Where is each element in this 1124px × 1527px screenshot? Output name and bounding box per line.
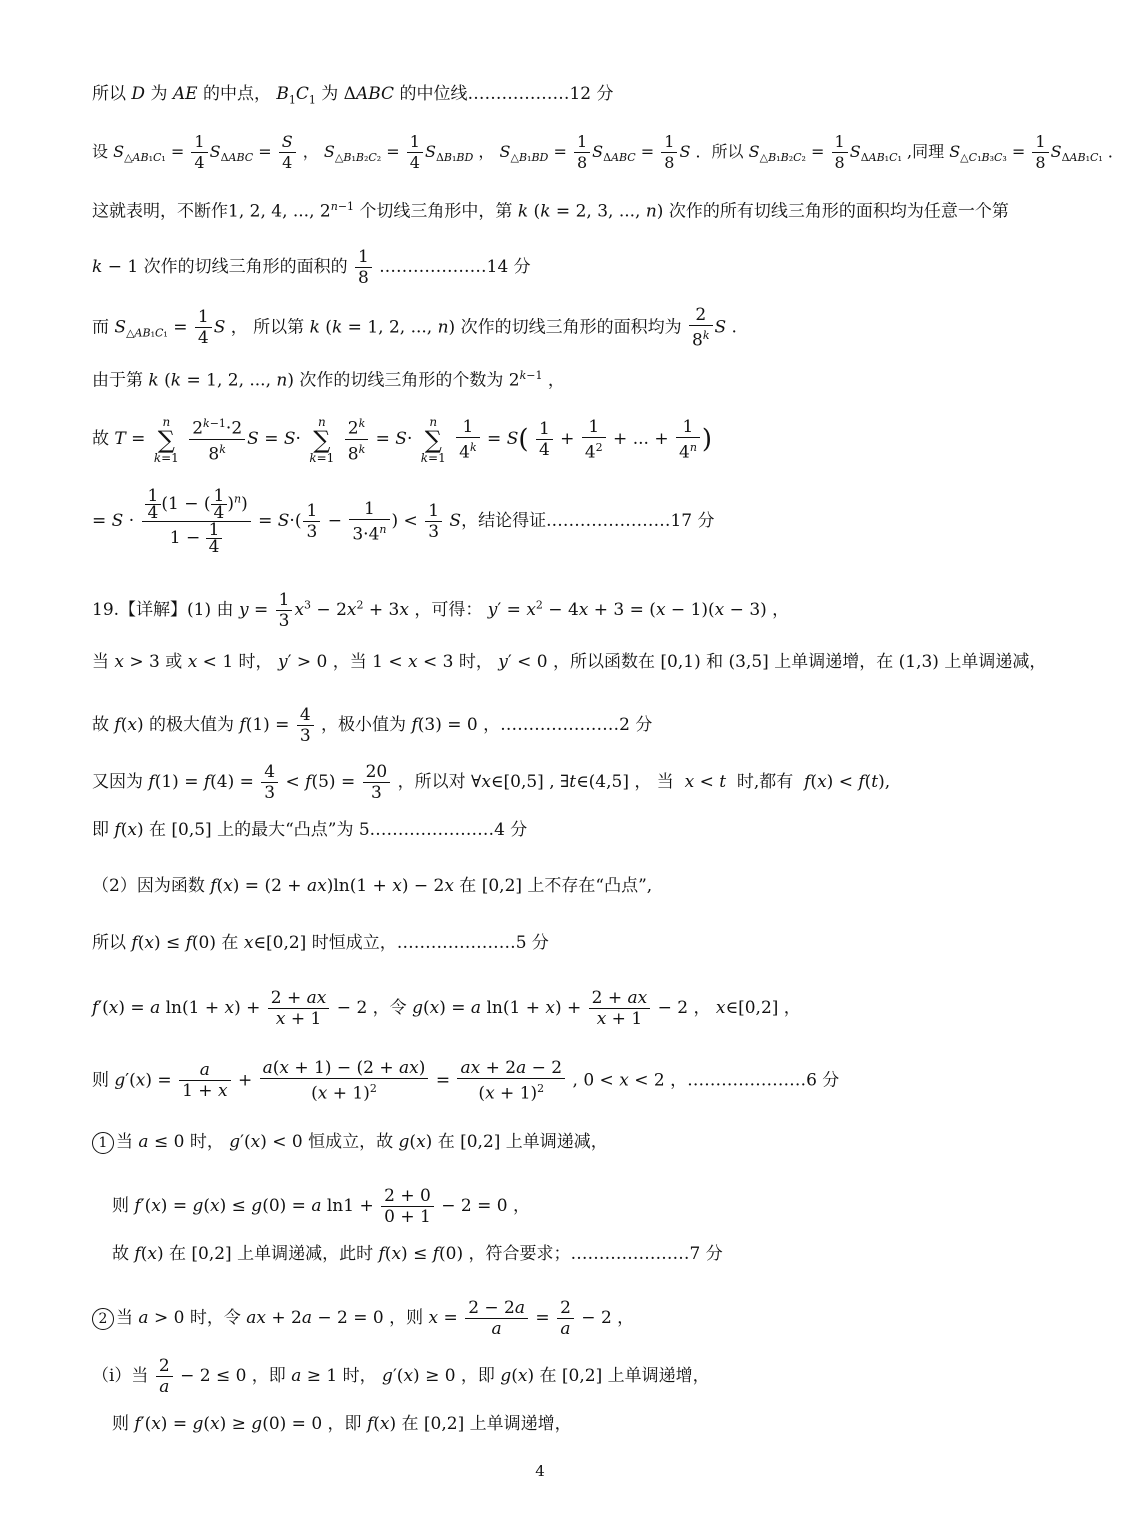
page-number: 4 xyxy=(535,1462,545,1480)
text-line: 所以 f(x) ≤ f(0) 在 x∈[0,2] 时恒成立，…………………5 分 xyxy=(92,933,549,953)
text-line: 则 f′(x) = g(x) ≤ g(0) = a ln1 + $\frac{2 + 0}{0 + 1}$ − 2 = 0 ， xyxy=(112,1186,530,1227)
text-line: 故 f(x) 的极大值为 f(1) = $\frac{4}{3}$ ，极小值为 f(3) = 0 ，…………………2 分 xyxy=(92,705,653,746)
text-line: 则 f′(x) = g(x) ≥ g(0) = 0 ，即 f(x) 在 [0,2] 上单调递增， xyxy=(112,1414,572,1434)
text-line: 设 $S_{\triangle AB_1C_1}$ = $\frac{1}{4}$ $S_{\Delta ABC}$ = $\frac{S}{4}$ ， $S_{\triangle B_1B_2C_2}$ = $\frac{1}{4}$ $S_{\Delta B_1BD}$ ， $S_{\triangle B_1BD}$ = $\frac{1}{8}$ $S_{\Delta ABC}$ = $\frac{1}{8}$ S ．所以 $S_{\triangle B_1B_2C_2}$ = $\frac{1}{8}$ $S_{\Delta AB_1C_1}$ ,同理 $S_{\triangle C_1B_3C_3}$ = $\frac{1}{8}$ $S_{\Delta AB_1C_1}$ ． xyxy=(92,132,1124,172)
text-line: 这就表明，不断作1, 2, 4, ..., $2^{n-1}$ 个切线三角形中，第 k (k = 2, 3, ..., n) 次作的所有切线三角形的面积均为任意一个第 xyxy=(92,200,1009,222)
text-line: 即 f(x) 在 [0,5] 上的最大“凸点”为 5.…………………4 分 xyxy=(92,820,528,840)
text-line: 又因为 f(1) = f(4) = $\frac{4}{3}$ < f(5) = $\frac{20}{3}$ ，所以对 ∀x∈[0,5] , ∃t∈(4,5] ， 当 x < t 时,都有 f(x) < f(t), xyxy=(92,762,891,803)
text-line: 19.【详解】(1) 由 y = $\frac{1}{3}$ $x^3 - 2x^2 + 3x$ ，可得： $y' = x^2 - 4x + 3 = (x - 1)(x - 3)$ ， xyxy=(92,590,790,631)
text-line: 故 f(x) 在 [0,2] 上单调递减，此时 f(x) ≤ f(0) ，符合要求；…………………7 分 xyxy=(112,1244,723,1264)
text-line: 故 T = n ∑ k=1 $\frac{2^{k-1}\cdot 2}{8^k}$ S = S· n ∑ k=1 $\frac{2^k}{8^k}$ = S· n ∑ k=1 $\frac{1}{4^k}$ = S( $\frac{1}{4}$ + $\frac{1}{4^2}$ + ... + $\frac{1}{4^n}$ ) xyxy=(92,414,713,465)
text-line: f′(x) = a ln(1 + x) + $\frac{2 + ax}{x + 1}$ − 2 ，令 g(x) = a ln(1 + x) + $\frac{2 + ax}{x + 1}$ − 2 ， x∈[0,2] ， xyxy=(92,988,801,1029)
text-line: 1 当 a ≤ 0 时， g′(x) < 0 恒成立，故 g(x) 在 [0,2] 上单调递减， xyxy=(92,1130,1020,1154)
text-line: 则 g′(x) = $\frac{a}{1 + x}$ + $\frac{a(x + 1) - (2 + ax)}{(x + 1)^2}$ = $\frac{ax + 2a - 2}{(x + 1)^2}$ , 0 < x < 2 ，…………………6 分 xyxy=(92,1058,840,1104)
text-line: （2）因为函数 f(x) = (2 + ax)ln(1 + x) − 2x 在 [0,2] 上不存在“凸点”, xyxy=(92,876,653,896)
text-line: 而 $S_{\triangle AB_1C_1}$ = $\frac{1}{4}$ S ， 所以第 k (k = 1, 2, ..., n) 次作的切线三角形的面积均为 $\frac{2}{8^k}$ S . xyxy=(92,305,737,351)
text-line: （i）当 $\frac{2}{a}$ − 2 ≤ 0 ，即 a ≥ 1 时， g′(x) ≥ 0 ，即 g(x) 在 [0,2] 上单调递增， xyxy=(92,1356,710,1397)
text-line: = S · $\frac{1}{4}$ (1 − ( $\frac{1}{4}$ )$^n$) 1 − $\frac{1}{4}$ = S·( $\frac{1}{3}$ − $\frac{1}{3\cdot 4^n}$ ) < $\frac{1}{3}$ S，结论得证.…………………17 分 xyxy=(92,486,715,557)
text-line: 当 x > 3 或 x < 1 时， y′ > 0 ，当 1 < x < 3 时， y′ < 0 ，所以函数在 [0,1) 和 (3,5] 上单调递增，在 (1,3) 上单调递减， xyxy=(92,652,1047,672)
text-line: 所以 D 为 AE 的中点， $B_1C_1$ 为 ΔABC 的中位线………………12 分 xyxy=(92,84,614,107)
text-line: 2 当 a > 0 时，令 ax + 2a − 2 = 0 ，则 x = $\frac{2 - 2a}{a}$ = $\frac{2}{a}$ − 2 ， xyxy=(92,1298,1020,1339)
text-line: 由于第 k (k = 1, 2, ..., n) 次作的切线三角形的个数为 $2^{k-1}$ ， xyxy=(92,369,565,391)
text-line: k − 1 次作的切线三角形的面积的 $\frac{1}{8}$ .………………14 分 xyxy=(92,247,531,288)
